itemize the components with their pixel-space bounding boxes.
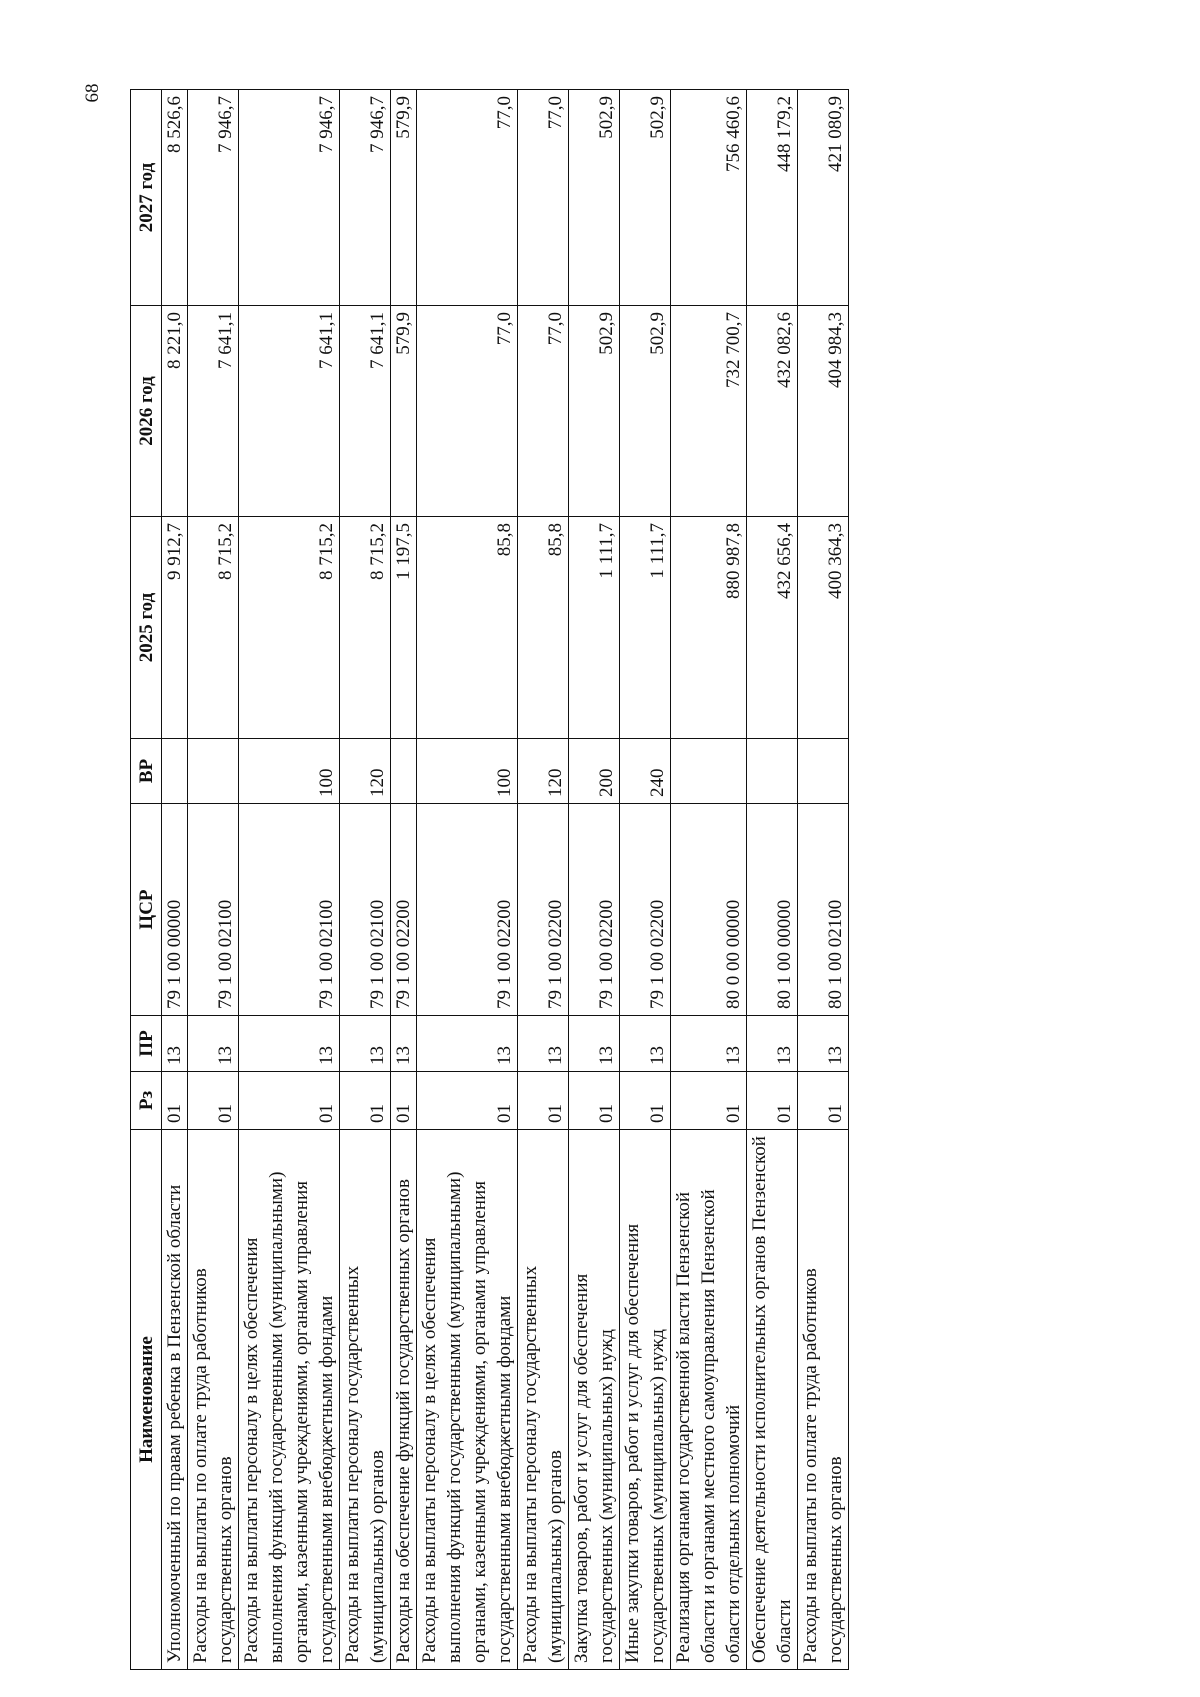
header-rz: Рз xyxy=(131,1072,162,1130)
budget-table xyxy=(130,89,849,1670)
cell-2027: 448 179,2 xyxy=(747,90,798,306)
cell-pr: 13 xyxy=(569,1016,620,1072)
cell-name: Расходы на выплаты по оплате труда работников государственных органов xyxy=(798,1130,849,1670)
cell-vr: 120 xyxy=(518,739,569,804)
cell-2026: 7 641,1 xyxy=(188,306,239,517)
table-row xyxy=(340,90,391,1670)
cell-name: Расходы на выплаты персоналу в целях обеспечения выполнения функций государственными (муниципальными) органами, казенными учреждениями, органами управления государственными внебюджетными фондами xyxy=(239,1130,340,1670)
table-row xyxy=(188,90,239,1670)
cell-csr: 79 1 00 00000 xyxy=(162,804,188,1016)
table-row xyxy=(747,90,798,1670)
cell-2025: 8 715,2 xyxy=(239,517,340,739)
cell-2027: 502,9 xyxy=(569,90,620,306)
cell-2025: 880 987,8 xyxy=(671,517,747,739)
cell-2026: 7 641,1 xyxy=(239,306,340,517)
cell-rz: 01 xyxy=(239,1072,340,1130)
cell-pr: 13 xyxy=(417,1016,518,1072)
cell-name: Расходы на выплаты персоналу государственных (муниципальных) органов xyxy=(340,1130,391,1670)
cell-2027: 579,9 xyxy=(391,90,417,306)
header-2027: 2027 год xyxy=(131,90,162,306)
cell-vr: 200 xyxy=(569,739,620,804)
rotated-table-container xyxy=(130,90,1045,1670)
table-row xyxy=(391,90,417,1670)
cell-name: Уполномоченный по правам ребенка в Пензенской области xyxy=(162,1130,188,1670)
table-row xyxy=(518,90,569,1670)
cell-2025: 9 912,7 xyxy=(162,517,188,739)
cell-rz: 01 xyxy=(188,1072,239,1130)
cell-vr: 100 xyxy=(239,739,340,804)
table-row xyxy=(417,90,518,1670)
table-header-row xyxy=(131,90,162,1670)
cell-2026: 502,9 xyxy=(620,306,671,517)
cell-csr: 79 1 00 02200 xyxy=(518,804,569,1016)
cell-vr xyxy=(798,739,849,804)
cell-2026: 502,9 xyxy=(569,306,620,517)
cell-2027: 502,9 xyxy=(620,90,671,306)
cell-vr xyxy=(162,739,188,804)
cell-2026: 77,0 xyxy=(417,306,518,517)
table-row xyxy=(162,90,188,1670)
cell-2026: 77,0 xyxy=(518,306,569,517)
cell-2026: 7 641,1 xyxy=(340,306,391,517)
header-2026: 2026 год xyxy=(131,306,162,517)
cell-name: Обеспечение деятельности исполнительных органов Пензенской области xyxy=(747,1130,798,1670)
cell-2025: 85,8 xyxy=(518,517,569,739)
cell-2027: 77,0 xyxy=(518,90,569,306)
cell-pr: 13 xyxy=(162,1016,188,1072)
cell-2027: 421 080,9 xyxy=(798,90,849,306)
cell-pr: 13 xyxy=(391,1016,417,1072)
cell-2027: 7 946,7 xyxy=(340,90,391,306)
cell-2025: 8 715,2 xyxy=(188,517,239,739)
cell-2025: 400 364,3 xyxy=(798,517,849,739)
cell-name: Закупка товаров, работ и услуг для обеспечения государственных (муниципальных) нужд xyxy=(569,1130,620,1670)
cell-vr xyxy=(391,739,417,804)
cell-2025: 85,8 xyxy=(417,517,518,739)
cell-name: Иные закупки товаров, работ и услуг для обеспечения государственных (муниципальных) нужд xyxy=(620,1130,671,1670)
header-csr: ЦСР xyxy=(131,804,162,1016)
cell-2026: 404 984,3 xyxy=(798,306,849,517)
cell-2027: 8 526,6 xyxy=(162,90,188,306)
cell-2025: 432 656,4 xyxy=(747,517,798,739)
cell-csr: 79 1 00 02200 xyxy=(620,804,671,1016)
cell-rz: 01 xyxy=(417,1072,518,1130)
cell-name: Расходы на выплаты персоналу государственных (муниципальных) органов xyxy=(518,1130,569,1670)
table-row xyxy=(671,90,747,1670)
cell-pr: 13 xyxy=(620,1016,671,1072)
cell-2025: 8 715,2 xyxy=(340,517,391,739)
cell-vr: 120 xyxy=(340,739,391,804)
cell-rz: 01 xyxy=(391,1072,417,1130)
cell-csr: 79 1 00 02200 xyxy=(417,804,518,1016)
cell-name: Расходы на выплаты по оплате труда работников государственных органов xyxy=(188,1130,239,1670)
header-pr: ПР xyxy=(131,1016,162,1072)
cell-name: Реализация органами государственной власти Пензенской области и органами местного самоуправления Пензенской области отдельных полномочий xyxy=(671,1130,747,1670)
cell-pr: 13 xyxy=(340,1016,391,1072)
cell-vr xyxy=(188,739,239,804)
cell-2025: 1 111,7 xyxy=(569,517,620,739)
cell-2026: 432 082,6 xyxy=(747,306,798,517)
cell-csr: 80 1 00 02100 xyxy=(798,804,849,1016)
cell-csr: 80 1 00 00000 xyxy=(747,804,798,1016)
cell-2027: 756 460,6 xyxy=(671,90,747,306)
cell-2027: 7 946,7 xyxy=(188,90,239,306)
cell-rz: 01 xyxy=(162,1072,188,1130)
table-row xyxy=(798,90,849,1670)
cell-name: Расходы на обеспечение функций государственных органов xyxy=(391,1130,417,1670)
cell-rz: 01 xyxy=(671,1072,747,1130)
header-2025: 2025 год xyxy=(131,517,162,739)
cell-pr: 13 xyxy=(188,1016,239,1072)
cell-rz: 01 xyxy=(798,1072,849,1130)
cell-2027: 7 946,7 xyxy=(239,90,340,306)
cell-vr xyxy=(747,739,798,804)
page-number: 68 xyxy=(82,83,103,103)
cell-2025: 1 111,7 xyxy=(620,517,671,739)
cell-2027: 77,0 xyxy=(417,90,518,306)
cell-name: Расходы на выплаты персоналу в целях обеспечения выполнения функций государственными (муниципальными) органами, казенными учреждениями, органами управления государственными внебюджетными фондами xyxy=(417,1130,518,1670)
table-row xyxy=(239,90,340,1670)
cell-rz: 01 xyxy=(340,1072,391,1130)
cell-csr: 79 1 00 02100 xyxy=(340,804,391,1016)
cell-rz: 01 xyxy=(518,1072,569,1130)
cell-csr: 79 1 00 02200 xyxy=(569,804,620,1016)
cell-2026: 8 221,0 xyxy=(162,306,188,517)
header-name: Наименование xyxy=(131,1130,162,1670)
cell-rz: 01 xyxy=(569,1072,620,1130)
cell-pr: 13 xyxy=(239,1016,340,1072)
cell-pr: 13 xyxy=(798,1016,849,1072)
cell-2026: 579,9 xyxy=(391,306,417,517)
header-vr: ВР xyxy=(131,739,162,804)
cell-2026: 732 700,7 xyxy=(671,306,747,517)
cell-vr: 240 xyxy=(620,739,671,804)
cell-rz: 01 xyxy=(747,1072,798,1130)
cell-csr: 79 1 00 02100 xyxy=(188,804,239,1016)
cell-rz: 01 xyxy=(620,1072,671,1130)
cell-vr xyxy=(671,739,747,804)
cell-csr: 79 1 00 02200 xyxy=(391,804,417,1016)
cell-pr: 13 xyxy=(671,1016,747,1072)
cell-pr: 13 xyxy=(747,1016,798,1072)
cell-pr: 13 xyxy=(518,1016,569,1072)
cell-vr: 100 xyxy=(417,739,518,804)
cell-csr: 80 0 00 00000 xyxy=(671,804,747,1016)
table-row xyxy=(620,90,671,1670)
cell-2025: 1 197,5 xyxy=(391,517,417,739)
table-row xyxy=(569,90,620,1670)
cell-csr: 79 1 00 02100 xyxy=(239,804,340,1016)
